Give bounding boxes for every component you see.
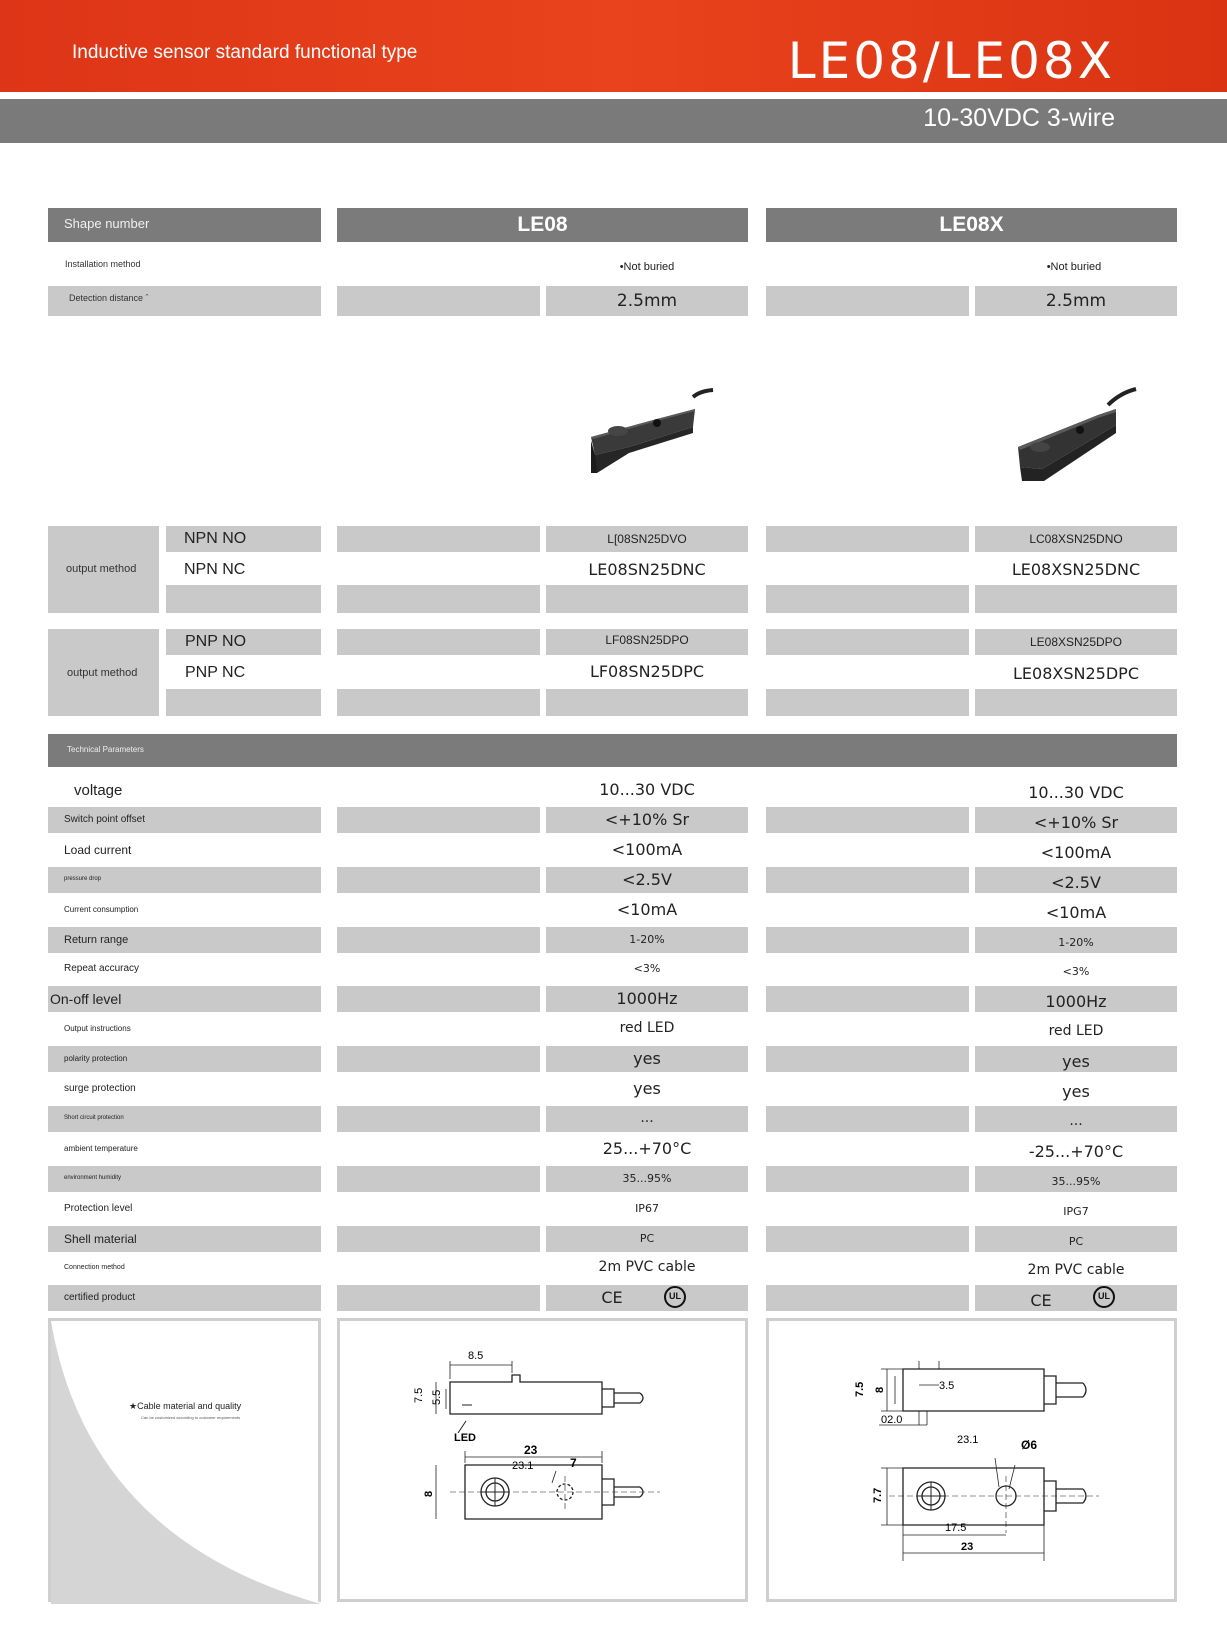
- npn-cell: [766, 526, 969, 552]
- drawing-frame-le08x: [766, 1318, 1177, 1602]
- tech-row-cell: [766, 867, 969, 893]
- dim-le08x-d3: 3.5: [939, 1380, 955, 1392]
- dimension-drawing-le08x: [769, 1321, 1174, 1599]
- dim-le08x-d9: 23: [961, 1541, 974, 1553]
- tech-value-le08: 35...95%: [622, 1171, 672, 1185]
- npn-no-label: NPN NO: [184, 530, 247, 547]
- tech-value-le08: 1000Hz: [616, 989, 678, 1008]
- tech-row-cell: [766, 1285, 969, 1311]
- tech-value-le08x: 10...30 VDC: [1028, 783, 1124, 802]
- tech-value-le08x: <100mA: [1040, 843, 1112, 862]
- tech-row-label: Output instructions: [64, 1024, 131, 1033]
- tech-row-label: On-off level: [50, 991, 122, 1007]
- pnp-cell: [975, 689, 1177, 716]
- dim-le08-led: LED: [454, 1432, 476, 1444]
- tech-value-le08: <2.5V: [622, 870, 672, 889]
- tech-value-le08x: IPG7: [1063, 1204, 1089, 1218]
- pnp-cell: [337, 629, 540, 655]
- ul-cert-icon: UL: [1093, 1286, 1115, 1308]
- tech-row-cell: [337, 1226, 540, 1252]
- npn-cell: [546, 585, 748, 613]
- dim-le08x-d4: 02.0: [881, 1414, 903, 1426]
- pnp-cell: [337, 689, 540, 716]
- tech-row-label: Repeat accuracy: [64, 963, 140, 974]
- npn-cell: [337, 526, 540, 552]
- dim-le08-d3: 5.5: [431, 1389, 443, 1405]
- dim-le08-d7: 8: [423, 1490, 435, 1497]
- pnp-blank-label-cell: [166, 689, 321, 716]
- tech-row-label: Current consumption: [64, 905, 139, 914]
- detection-blank-cell-2: [766, 286, 969, 316]
- tech-row-cell: [766, 807, 969, 833]
- technical-parameters-title: Technical Parameters: [67, 745, 144, 754]
- dim-le08-d5: 23.1: [512, 1460, 534, 1472]
- tech-row-cell: [766, 1046, 969, 1072]
- tech-row-label: Load current: [64, 843, 132, 857]
- tech-row-label: voltage: [74, 781, 123, 799]
- dim-le08-d2: 7.5: [413, 1387, 425, 1403]
- pnp-no-le08x: LE08XSN25DPO: [1029, 635, 1123, 649]
- npn-nc-le08x: LE08XSN25DNC: [1011, 560, 1141, 579]
- pnp-cell: [766, 689, 969, 716]
- npn-cell: [975, 585, 1177, 613]
- banner-title: LE08/LE08X: [787, 32, 1115, 90]
- tech-row-cell: [337, 1106, 540, 1132]
- npn-nc-label: NPN NC: [184, 561, 246, 578]
- tech-row-cell: [337, 1166, 540, 1192]
- tech-row-label: ambient temperature: [64, 1144, 138, 1153]
- tech-row-label: surge protection: [64, 1083, 136, 1094]
- power-spec: 10-30VDC 3-wire: [923, 104, 1115, 132]
- tech-row-label: Switch point offset: [64, 814, 145, 825]
- installation-le08x: •Not buried: [1046, 261, 1102, 273]
- product-image-le08x: [1012, 385, 1142, 495]
- dimension-drawing-le08: [340, 1321, 745, 1599]
- tech-row-label: polarity protection: [64, 1054, 128, 1063]
- tech-value-le08x: 2m PVC cable: [1027, 1262, 1125, 1278]
- tech-value-le08: IP67: [635, 1201, 659, 1215]
- banner-subtitle: Inductive sensor standard functional type: [72, 42, 418, 63]
- pnp-nc-le08: LF08SN25DPC: [589, 662, 705, 681]
- npn-no-le08x: LC08XSN25DNO: [1029, 532, 1123, 546]
- tech-row-cell: [337, 807, 540, 833]
- tech-row-cell: [766, 927, 969, 953]
- cable-note-curve: [48, 1318, 324, 1605]
- installation-label: Installation method: [65, 259, 141, 269]
- tech-value-le08: <100mA: [611, 840, 683, 859]
- tech-value-le08x: 35...95%: [1051, 1174, 1101, 1188]
- tech-value-le08x: <3%: [1062, 964, 1090, 978]
- dim-le08-d1: 8.5: [468, 1350, 484, 1362]
- tech-row-cell: [766, 1106, 969, 1132]
- tech-row-cell: [337, 986, 540, 1012]
- tech-value-le08: yes: [633, 1079, 661, 1098]
- dim-le08-d4: 23: [524, 1443, 538, 1457]
- product-image-le08: [585, 385, 715, 485]
- detection-le08x: 2.5mm: [1045, 291, 1107, 311]
- tech-row-cell: [337, 927, 540, 953]
- tech-value-le08: ...: [640, 1110, 654, 1126]
- installation-le08: •Not buried: [619, 261, 675, 273]
- tech-row-cell: [337, 1046, 540, 1072]
- tech-value-le08: 10...30 VDC: [599, 780, 695, 799]
- dim-le08x-d1: 7.5: [854, 1381, 866, 1397]
- tech-row-label: environment humidity: [64, 1175, 122, 1181]
- pnp-cell: [546, 689, 748, 716]
- tech-value-le08x: red LED: [1048, 1023, 1104, 1039]
- npn-no-le08: L[08SN25DVO: [607, 532, 687, 546]
- dim-le08x-d7: 7.7: [872, 1487, 884, 1503]
- npn-nc-le08: LE08SN25DNC: [588, 560, 706, 579]
- tech-value-le08x: -25...+70°C: [1028, 1142, 1124, 1161]
- tech-value-le08x: CE: [1030, 1291, 1052, 1310]
- detection-label: Detection distance ˆ: [69, 293, 149, 303]
- power-bar: [0, 99, 1227, 143]
- tech-value-le08x: <+10% Sr: [1033, 813, 1119, 832]
- tech-value-le08x: 1-20%: [1058, 935, 1094, 949]
- detection-le08: 2.5mm: [616, 291, 678, 311]
- tech-row-label: Protection level: [64, 1203, 133, 1214]
- pnp-nc-le08x: LE08XSN25DPC: [1013, 664, 1139, 683]
- tech-row-label: Connection method: [64, 1263, 125, 1271]
- tech-value-le08x: PC: [1068, 1234, 1084, 1248]
- model-header-le08: LE08: [337, 208, 748, 242]
- dim-le08-d6: 7: [570, 1456, 577, 1470]
- dim-le08x-d6: Ø6: [1021, 1438, 1038, 1452]
- tech-value-le08: <10mA: [616, 900, 678, 919]
- tech-value-le08x: yes: [1062, 1052, 1090, 1071]
- tech-row-cell: [337, 1285, 540, 1311]
- tech-value-le08: 25...+70°C: [602, 1139, 692, 1158]
- tech-value-le08x: yes: [1062, 1082, 1090, 1101]
- cable-note-subtitle: Can be customized according to customer requirements: [141, 1415, 241, 1420]
- pnp-no-le08: LF08SN25DPO: [605, 633, 689, 647]
- detection-blank-cell: [337, 286, 540, 316]
- tech-row-label: certified product: [64, 1292, 136, 1303]
- pnp-no-label: PNP NO: [185, 633, 247, 650]
- dim-le08x-d5: 23.1: [957, 1434, 979, 1446]
- cable-note-frame: [48, 1318, 321, 1602]
- npn-cell: [337, 585, 540, 613]
- tech-row-label: Shell material: [64, 1232, 137, 1246]
- tech-value-le08: yes: [633, 1049, 661, 1068]
- ul-cert-icon: UL: [664, 1286, 686, 1308]
- dim-le08x-d8: 17.5: [945, 1522, 967, 1534]
- pnp-nc-label: PNP NC: [185, 664, 246, 681]
- npn-cell: [766, 585, 969, 613]
- tech-value-le08: <3%: [633, 961, 661, 975]
- pnp-cell: [766, 629, 969, 655]
- tech-row-cell: [766, 986, 969, 1012]
- npn-group-label: output method: [66, 563, 137, 575]
- tech-value-le08x: <2.5V: [1051, 873, 1101, 892]
- tech-row-label: Return range: [64, 933, 129, 946]
- tech-row-cell: [766, 1166, 969, 1192]
- tech-value-le08: 1-20%: [629, 932, 665, 946]
- top-banner: [0, 0, 1227, 92]
- technical-parameters-header: [48, 734, 1177, 767]
- tech-value-le08x: ...: [1069, 1113, 1083, 1129]
- pnp-group-label: output method: [67, 667, 138, 679]
- tech-value-le08: red LED: [619, 1020, 675, 1036]
- tech-row-label: pressure drop: [64, 876, 102, 882]
- tech-row-cell: [766, 1226, 969, 1252]
- tech-value-le08: 2m PVC cable: [598, 1259, 696, 1275]
- tech-value-le08: CE: [601, 1288, 623, 1307]
- tech-value-le08: PC: [639, 1231, 655, 1245]
- tech-value-le08x: <10mA: [1045, 903, 1107, 922]
- npn-blank-label-cell: [166, 585, 321, 613]
- tech-row-cell: [337, 867, 540, 893]
- tech-row-label: Short circuit protection: [64, 1115, 124, 1121]
- dim-le08x-d2: 8: [874, 1386, 886, 1393]
- tech-value-le08: <+10% Sr: [604, 810, 690, 829]
- shape-number-header: Shape number: [48, 208, 321, 242]
- tech-value-le08x: 1000Hz: [1045, 992, 1107, 1011]
- cable-note-title: ★Cable material and quality: [129, 1401, 242, 1411]
- model-header-le08x: LE08X: [766, 208, 1177, 242]
- drawing-frame-le08: [337, 1318, 748, 1602]
